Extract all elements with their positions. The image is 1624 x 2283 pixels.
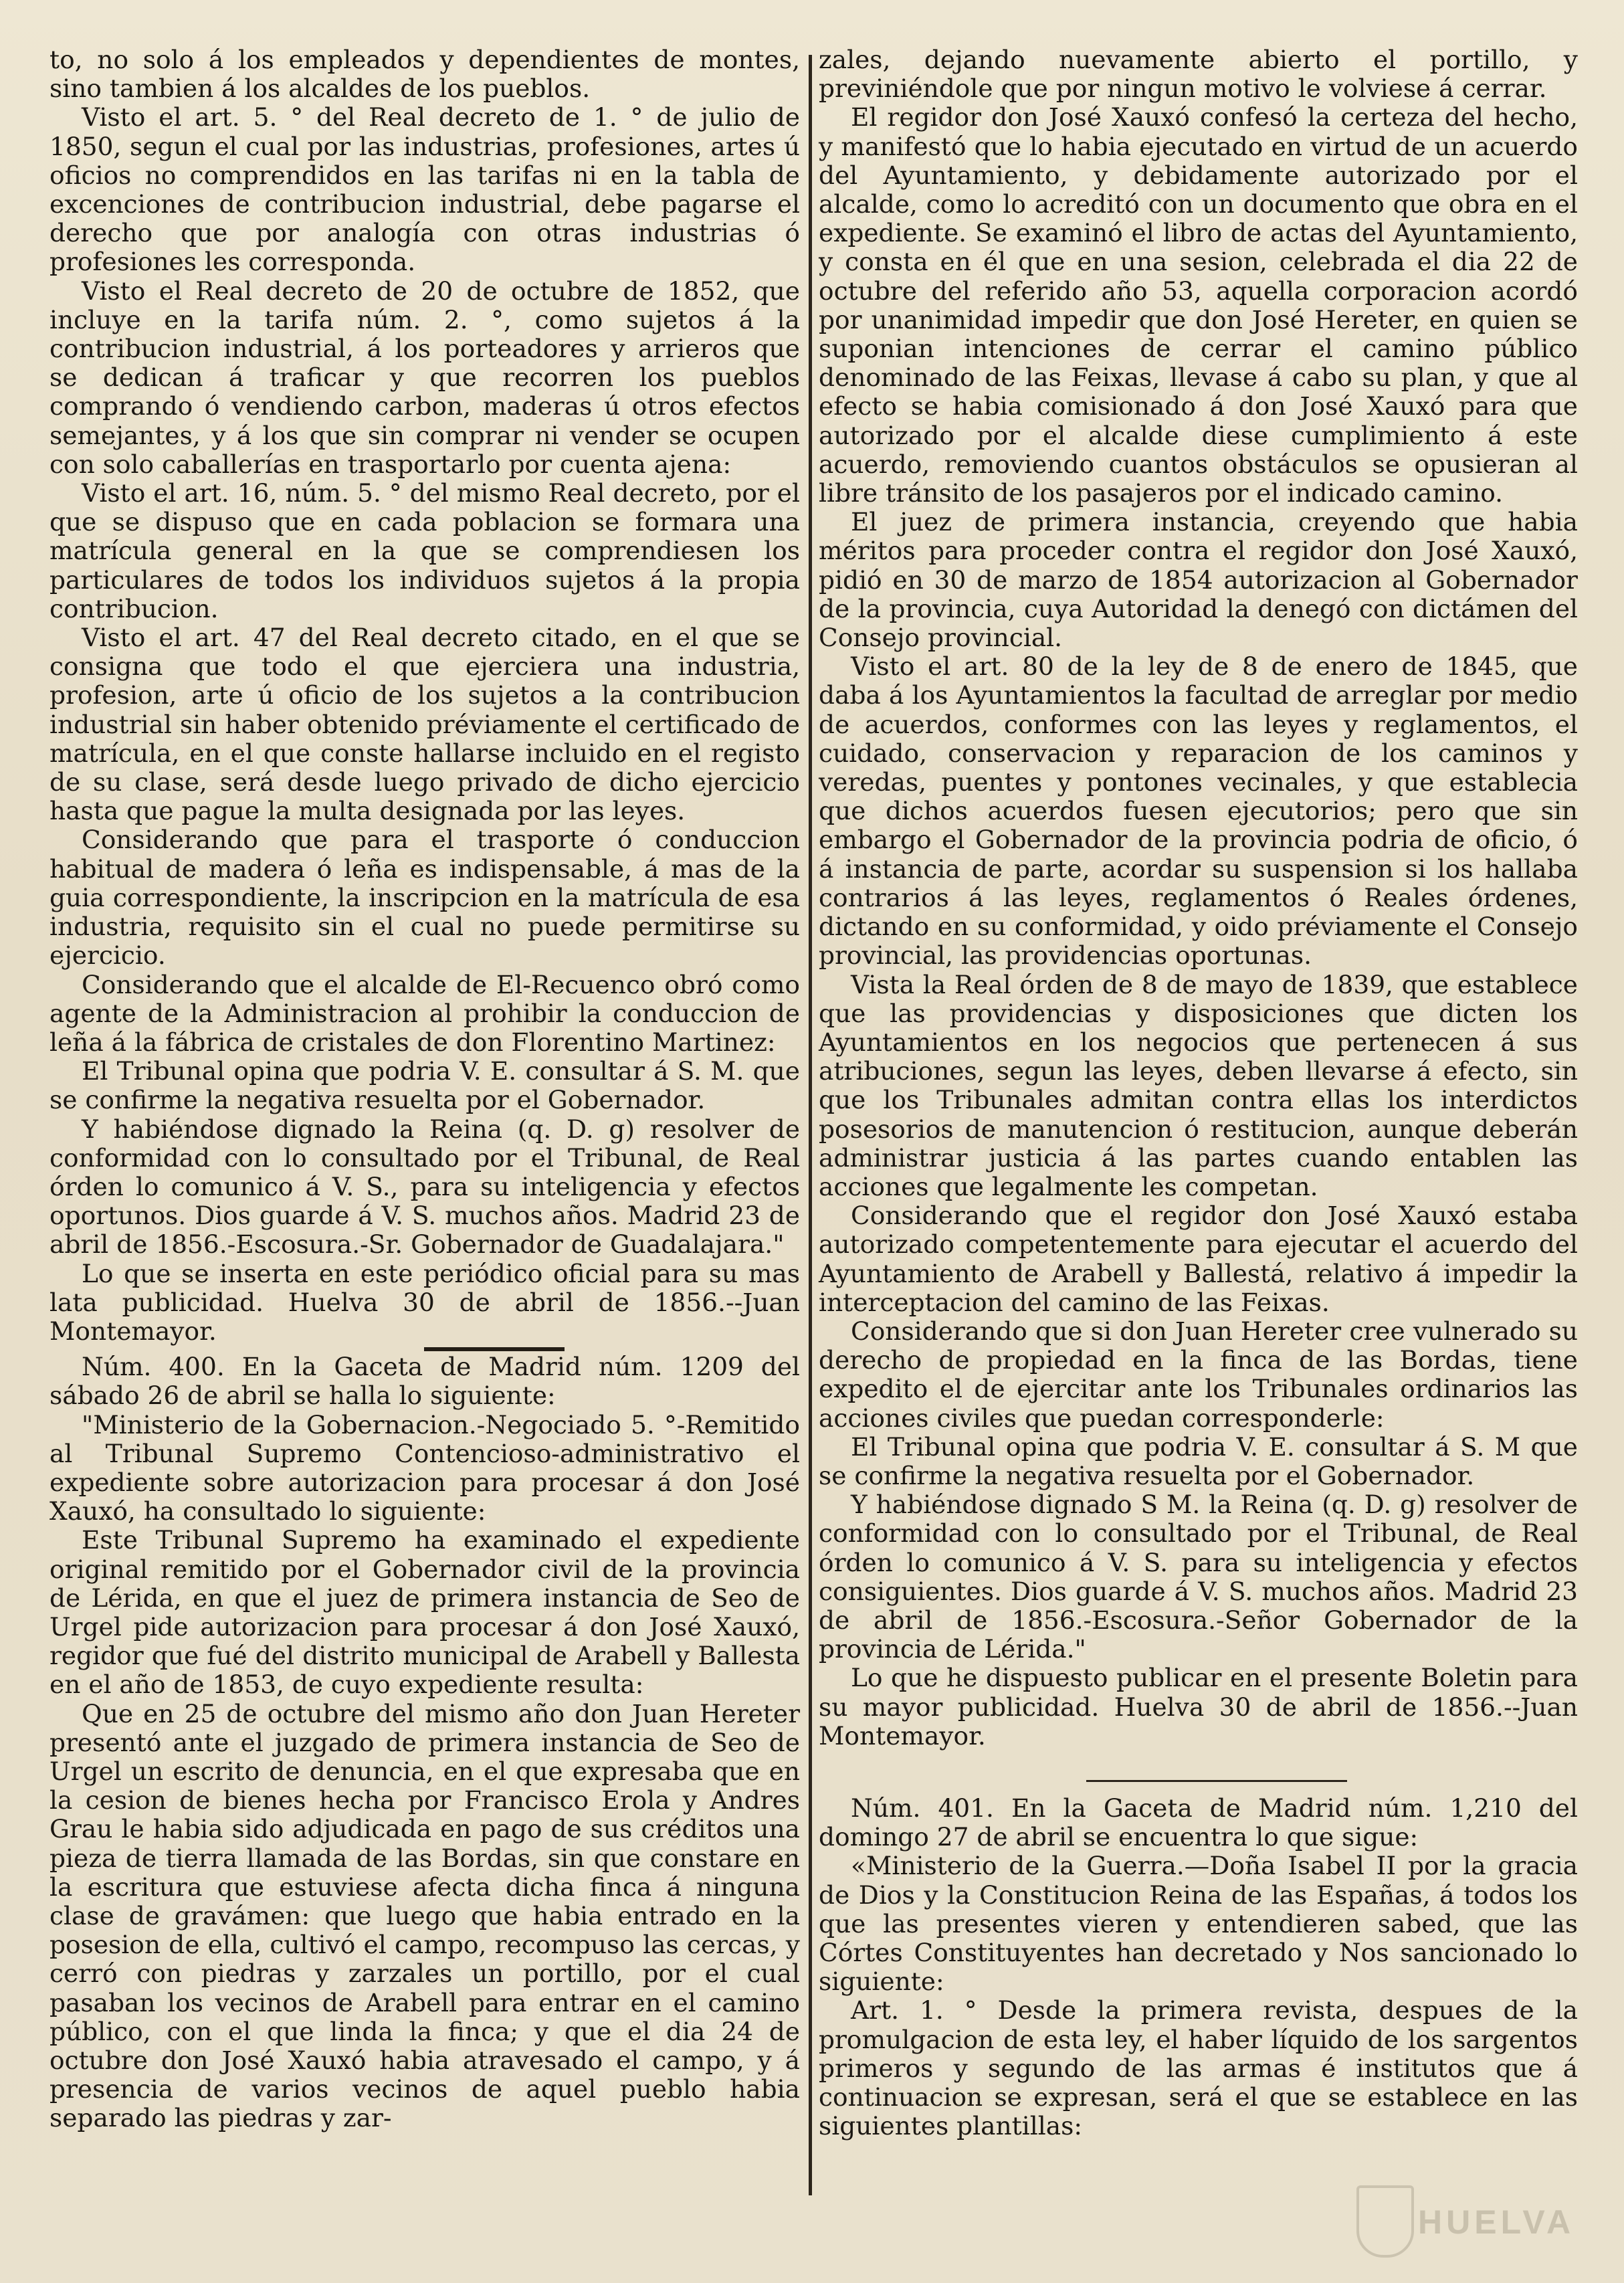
paragraph: Visto el Real decreto de 20 de octubre de 1852, que incluye en la tarifa núm. 2. °, como sujetos á la contribucion industrial, á los porteadores y arrieros que se dedican á traficar y que recorren los pueblos comprando ó vendiendo carbon, maderas ú otros efectos semejantes, y á los que sin comprar ni vender se ocupen con solo caballerías en trasportarlo por cuenta ajena:: [49, 276, 800, 479]
paragraph: "Ministerio de la Gobernacion.-Negociado 5. °-Remitido al Tribunal Supremo Contencioso-administrativo el expediente sobre autorizacion para procesar á don José Xauxó, ha consultado lo siguiente:: [49, 1409, 800, 1526]
paragraph: El juez de primera instancia, creyendo que habia méritos para proceder contra el regidor don José Xauxó, pidió en 30 de marzo de 1854 autorizacion al Gobernador de la provincia, cuya Autoridad la denegó con dictámen del Consejo provincial.: [819, 507, 1578, 653]
paragraph: zales, dejando nuevamente abierto el portillo, y previniéndole que por ningun motivo le volviese á cerrar.: [819, 45, 1578, 104]
section-rule: [1086, 1780, 1347, 1782]
paragraph: to, no solo á los empleados y dependientes de montes, sino tambien á los alcaldes de los pueblos.: [49, 45, 800, 104]
column-divider: [809, 55, 812, 2195]
paragraph: Considerando que el alcalde de El-Recuenco obró como agente de la Administracion al prohibir la conduccion de leña á la fábrica de cristales de don Florentino Martinez:: [49, 969, 800, 1057]
paragraph: Este Tribunal Supremo ha examinado el expediente original remitido por el Gobernador civil de la provincia de Lérida, en que el juez de primera instancia de Seo de Urgel pide autorizacion para procesar á don José Xauxó, regidor que fué del distrito municipal de Arabell y Ballesta en el año de 1853, de cuyo expediente resulta:: [49, 1525, 800, 1700]
paragraph: Considerando que el regidor don José Xauxó estaba autorizado competentemente para ejecutar el acuerdo del Ayuntamiento de Arabell y Ballestá, relativo á impedir la interceptacion del camino de las Feixas.: [819, 1201, 1578, 1317]
paragraph: Y habiéndose dignado la Reina (q. D. g) resolver de conformidad con lo consultado por el Tribunal, de Real órden lo comunico á V. S., para su inteligencia y efectos oportunos. Dios guarde á V. S. muchos años. Madrid 23 de abril de 1856.-Escosura.-Sr. Gobernador de Guadalajara.": [49, 1114, 800, 1260]
item-heading: Núm. 401. En la Gaceta de Madrid núm. 1,210 del domingo 27 de abril se encuentra lo que sigue:: [819, 1793, 1578, 1852]
paragraph: Visto el art. 47 del Real decreto citado, en el que se consigna que todo el que ejerciera una industria, profesion, arte ú oficio de los sujetos a la contribucion industrial sin haber obtenido préviamente el certificado de matrícula, en el que conste hallarse incluido en el registo de su clase, será desde luego privado de dicho ejercicio hasta que pague la multa designada por las leyes.: [49, 623, 800, 826]
paragraph: El regidor don José Xauxó confesó la certeza del hecho, y manifestó que lo habia ejecutado en virtud de un acuerdo del Ayuntamiento, y debidamente autorizado por el alcalde, como lo acreditó con un documento que obra en el expediente. Se examinó el libro de actas del Ayuntamiento, y consta en él que en una sesion, celebrada el dia 22 de octubre del referido año 53, aquella corporacion acordó por unanimidad impedir que don José Hereter, en quien se suponian intenciones de cerrar el camino público denominado de las Feixas, llevase á cabo su plan, y que al efecto se habia comisionado á don José Xauxó para que autorizado por el alcalde diese cumplimiento á este acuerdo, removiendo cuantos obstáculos se opusieran al libre tránsito de los pasajeros por el indicado camino.: [819, 102, 1578, 508]
paragraph: Visto el art. 80 de la ley de 8 de enero de 1845, que daba á los Ayuntamientos la facultad de arreglar por medio de acuerdos, conformes con las leyes y reglamentos, el cuidado, conservacion y reparacion de los caminos y veredas, puentes y pontones vecinales, y que establecia que dichos acuerdos fuesen ejecutorios; pero que sin embargo el Gobernador de la provincia podria de oficio, ó á instancia de parte, acordar su suspension si los hallaba contrarios á las leyes, reglamentos ó Reales órdenes, dictando en su conformidad, y oido préviamente el Consejo provincial, las providencias oportunas.: [819, 652, 1578, 971]
paragraph: «Ministerio de la Guerra.—Doña Isabel II por la gracia de Dios y la Constitucion Reina de las Españas, á todos los que las presentes vieren y entendieren sabed, que las Córtes Constituyentes han decretado y Nos sancionado lo siguiente:: [819, 1851, 1578, 1997]
paragraph: El Tribunal opina que podria V. E. consultar á S. M que se confirme la negativa resuelta por el Gobernador.: [819, 1431, 1578, 1490]
paragraph: Art. 1. ° Desde la primera revista, despues de la promulgacion de esta ley, el haber líquido de los sargentos primeros y segundo de las armas é institutos que á continuacion se expresan, será el que se establece en las siguientes plantillas:: [819, 1995, 1578, 2141]
left-column: [49, 45, 800, 2133]
paragraph: Y habiéndose dignado S M. la Reina (q. D. g) resolver de conformidad con lo consultado por el Tribunal, de Real órden lo comunico á V. S. para su inteligencia y efectos consiguientes. Dios guarde á V. S. muchos años. Madrid 23 de abril de 1856.-Escosura.-Señor Gobernador de la provincia de Lérida.": [819, 1490, 1578, 1664]
crest-icon: [1356, 2185, 1414, 2258]
watermark-text: HUELVA: [1418, 2203, 1575, 2241]
paragraph: Lo que se inserta en este periódico oficial para su mas lata publicidad. Huelva 30 de abril de 1856.--Juan Montemayor.: [49, 1258, 800, 1346]
paragraph: Lo que he dispuesto publicar en el presente Boletin para su mayor publicidad. Huelva 30 de abril de 1856.--Juan Montemayor.: [819, 1663, 1578, 1751]
archive-watermark: [1343, 2172, 1604, 2272]
paragraph: Visto el art. 16, núm. 5. ° del mismo Real decreto, por el que se dispuso que en cada poblacion se formara una matrícula general en la que se comprendiesen los particulares de todos los individuos sujetos á la propia contribucion.: [49, 478, 800, 623]
paragraph: Considerando que para el trasporte ó conduccion habitual de madera ó leña es indispensable, á mas de la guia correspondiente, la inscripcion en la matrícula de esa industria, requisito sin el cual no puede permitirse su ejercicio.: [49, 825, 800, 971]
paragraph: Vista la Real órden de 8 de mayo de 1839, que establece que las providencias y disposiciones que dicten los Ayuntamientos en los negocios que pertenecen á sus atribuciones, segun las leyes, deben llevarse á efecto, sin que los Tribunales admitan contra ellas los interdictos posesorios de manutencion ó restitucion, aunque deberán administrar justicia á las partes cuando entablen las acciones que legalmente les competan.: [819, 969, 1578, 1201]
paragraph: Visto el art. 5. ° del Real decreto de 1. ° de julio de 1850, segun el cual por las industrias, profesiones, artes ú oficios no comprendidos en las tarifas ni en la tabla de excenciones de contribucion industrial, debe pagarse el derecho que por analogía con otras industrias ó profesiones les corresponda.: [49, 102, 800, 277]
section-rule: [424, 1347, 565, 1351]
right-column: [819, 45, 1578, 2141]
paragraph: Que en 25 de octubre del mismo año don Juan Hereter presentó ante el juzgado de primera instancia de Seo de Urgel un escrito de denuncia, en el que expresaba que en la cesion de bienes hecha por Francisco Erola y Andres Grau le habia sido adjudicada en pago de sus créditos una pieza de tierra llamada de las Bordas, sin que constare en la escritura que estuviese afecta dicha finca á ninguna clase de gravámen: que luego que habia entrado en la posesion de ella, cultivó el campo, recompuso las cercas, y cerró con piedras y zarzales un portillo, por el cual pasaban los vecinos de Arabell para entrar en el camino público, con el que linda la finca; y que el dia 24 de octubre don José Xauxó habia atravesado el campo, y á presencia de varios vecinos de aquel pueblo habia separado las piedras y zar-: [49, 1698, 800, 2133]
paragraph: El Tribunal opina que podria V. E. consultar á S. M. que se confirme la negativa resuelta por el Gobernador.: [49, 1056, 800, 1115]
paragraph: Considerando que si don Juan Hereter cree vulnerado su derecho de propiedad en la finca de las Bordas, tiene expedito el de ejercitar ante los Tribunales ordinarios las acciones civiles que puedan corresponderle:: [819, 1316, 1578, 1433]
item-heading: Núm. 400. En la Gaceta de Madrid núm. 1209 del sábado 26 de abril se halla lo siguiente:: [49, 1352, 800, 1411]
